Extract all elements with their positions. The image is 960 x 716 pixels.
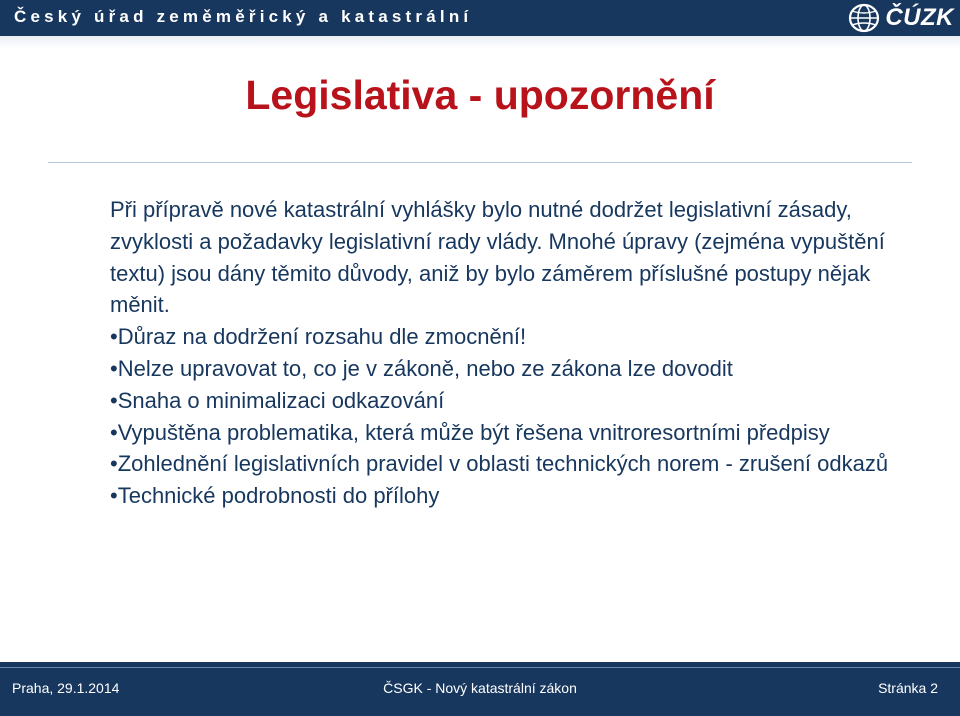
- slide-content: [110, 194, 910, 512]
- bullet-item: • Vypuštěna problematika, která může být řešena vnitroresortními předpisy: [110, 417, 910, 449]
- logo-text: ČÚZK: [885, 4, 954, 31]
- intro-paragraph: Při přípravě nové katastrální vyhlášky bylo nutné dodržet legislativní zásady, zvyklosti a požadavky legislativní rady vlády. Mnohé úpravy (zejména vypuštění textu) jsou dány těmito důvody, aniž by bylo záměrem příslušné postupy nějak měnit.: [110, 197, 885, 318]
- agency-name: Český úřad zeměměřický a katastrální: [14, 7, 473, 26]
- footer-page-number: Stránka 2: [878, 680, 938, 696]
- title-divider: [48, 162, 912, 163]
- bullet-item: • Snaha o minimalizaci odkazování: [110, 385, 910, 417]
- footer-date: Praha, 29.1.2014: [12, 680, 120, 696]
- globe-icon: [847, 3, 881, 33]
- slide-title: Legislativa - upozornění: [245, 72, 715, 118]
- footer-presentation-title: ČSGK - Nový katastrální zákon: [383, 680, 577, 696]
- agency-logo: [847, 3, 954, 33]
- header-bar: [0, 0, 960, 36]
- bullet-item: • Zohlednění legislativních pravidel v oblasti technických norem - zrušení odkazů: [110, 448, 910, 480]
- header-band: [0, 36, 960, 48]
- bullet-item: • Nelze upravovat to, co je v zákoně, nebo ze zákona lze dovodit: [110, 353, 910, 385]
- bullet-item: • Důraz na dodržení rozsahu dle zmocnění!: [110, 321, 910, 353]
- bullet-item: • Technické podrobnosti do přílohy: [110, 480, 910, 512]
- footer-divider: [0, 667, 960, 668]
